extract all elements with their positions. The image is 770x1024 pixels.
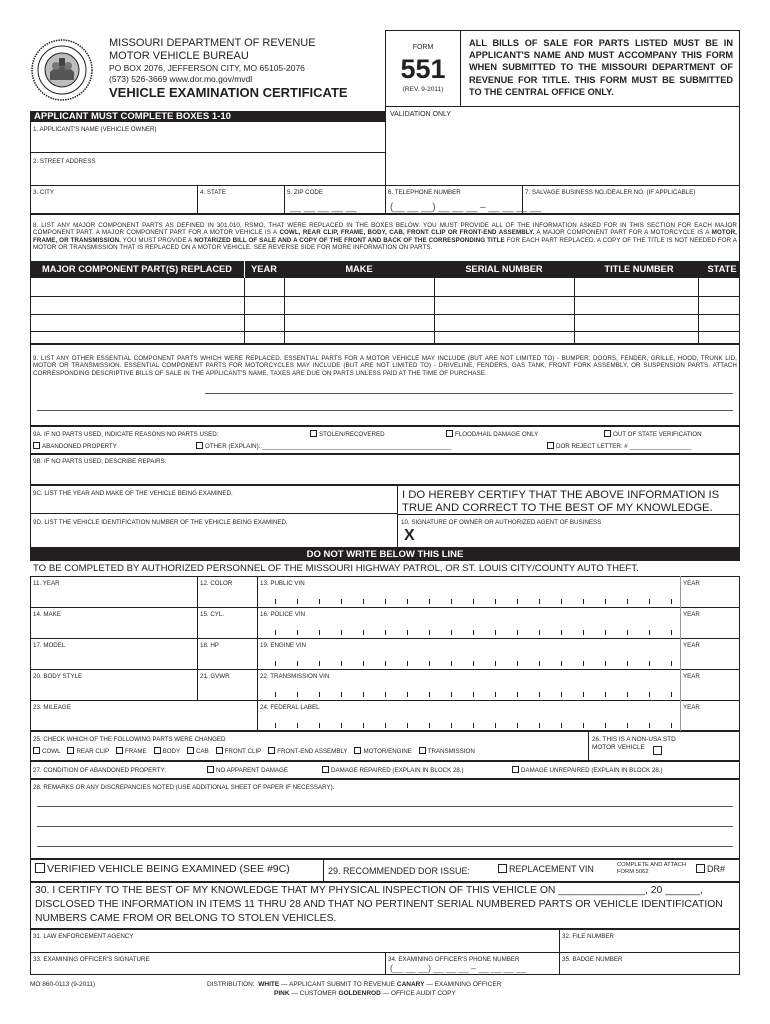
col-year: YEAR [251,264,277,274]
phone-label: 6. TELEPHONE NUMBER [388,189,461,196]
no-damage-checkbox[interactable]: NO APPARENT DAMAGE [207,766,288,774]
non-usa-std-label: 26. THIS IS A NON-USA STD MOTOR VEHICLE [592,736,676,751]
badge-number-field[interactable] [560,963,739,974]
model-label: 17. MODEL [33,642,66,649]
cyl-label: 15. CYL. [200,611,225,618]
cowl-checkbox[interactable]: COWL [33,748,61,755]
remarks-line[interactable] [37,846,733,847]
reject-letter-checkbox[interactable]: DOR REJECT LETTER: # __________________ [547,442,691,450]
col-make: MAKE [345,264,373,274]
section-8-text: 8. LIST ANY MAJOR COMPONENT PARTS AS DEFINED IN 301.010, RSMO, THAT WERE REPLACED IN THE BOXES BELOW. YOU MUST PROVIDE ALL OF THE INFORMATION ASKED FOR IN THIS SECTION FOR EACH MAJOR COMPONENT PART. A MAJOR COMPONENT PART FOR A MOTOR VEHICLE IS A COWL, REAR CLIP, FRAME, BODY, CAB, FRONT CLIP OR FRONT-END ASSEMBLY. A MAJOR COMPONENT PART FOR A MOTORCYCLE IS A MOTOR, FRAME, OR TRANSMISSION. YOU MUST PROVIDE A NOTARIZED BILL OF SALE AND A COPY OF THE FRONT AND BACK OF THE CORRESPONDING TITLE FOR EACH PART REPLACED. A COPY OF THE TITLE IS NOT NEEDED FOR A MOTOR OR TRANSMISSION THAT IS REPLACED ON A MOTOR VEHICLE. SEE REVERSE SIDE FOR MORE INFORMATION ON PARTS. [33,222,737,252]
section-28 [30,779,740,859]
federal-label-field[interactable] [275,721,675,728]
applicant-name-field[interactable] [31,134,384,152]
year-suffix-label: YEAR [683,673,700,680]
zip-label: 5. ZIP CODE [287,189,323,196]
file-number-field[interactable] [560,940,739,952]
state-field[interactable] [198,198,283,213]
remarks-line[interactable] [37,806,733,807]
applicant-bar-label: APPLICANT MUST COMPLETE BOXES 1-10 [34,111,231,122]
abandoned-condition-label: 27. CONDITION OF ABANDONED PROPERTY: [33,767,166,774]
9c-field[interactable] [31,498,397,513]
body-style-label: 20. BODY STYLE [33,673,83,680]
hp-label: 18. HP [200,642,219,649]
form-number: 551 [400,54,446,84]
remarks-label: 28. REMARKS OR ANY DISCREPANCIES NOTED (USE ADDITIONAL SHEET OF PAPER IF NECESSARY). [33,784,335,791]
front-end-assembly-checkbox[interactable]: FRONT-END ASSEMBLY [268,748,347,755]
checkbox-icon [547,442,554,449]
city-field[interactable] [31,198,196,213]
checkbox-icon [604,430,611,437]
year-suffix-label: YEAR [683,642,700,649]
9b-field[interactable] [31,466,739,484]
police-vin-field[interactable] [275,628,675,635]
out-of-state-checkbox[interactable]: OUT OF STATE VERIFICATION [604,430,702,438]
9c-label: 9C. LIST THE YEAR AND MAKE OF THE VEHICLE BEING EXAMINED. [33,490,233,497]
file-number-label: 32. FILE NUMBER [562,933,614,940]
signature-label: 10. SIGNATURE OF OWNER OR AUTHORIZED AGENT OF BUSINESS [401,519,602,526]
abandoned-checkbox[interactable]: ABANDONED PROPERTY [33,442,117,450]
notice-box [460,30,740,107]
form-number-box [385,30,461,107]
badge-number-label: 35. BADGE NUMBER [562,956,623,963]
gvwr-label: 21. GVWR [200,673,230,680]
public-vin-field[interactable] [275,597,675,604]
checkbox-icon [446,430,453,437]
public-vin-label: 13. PUBLIC VIN [260,580,305,587]
dept-name: MISSOURI DEPARTMENT OF REVENUE [109,37,316,49]
col-state: STATE [707,264,737,274]
agency-field[interactable] [31,940,558,952]
checkbox-icon [33,442,40,449]
address: PO BOX 2076, JEFFERSON CITY, MO 65105-2076 [109,63,305,73]
9b-label: 9B. IF NO PARTS USED, DESCRIBE REPAIRS: [33,458,167,465]
transmission-vin-label: 22. TRANSMISSION VIN [260,673,330,680]
federal-label-label: 24. FEDERAL LABEL [260,704,320,711]
officer-phone-label: 34. EXAMINING OFFICER'S PHONE NUMBER [388,956,520,963]
parts-changed-label: 25. CHECK WHICH OF THE FOLLOWING PARTS WERE CHANGED [33,736,226,743]
transmission-checkbox[interactable]: TRANSMISSION [419,748,475,755]
revision: (REV. 9-2011) [402,86,444,93]
color-label: 12. COLOR [200,580,233,587]
attach-form-label: COMPLETE AND ATTACH FORM 5062 [617,862,687,875]
parts-changed-options [33,747,475,755]
9d-field[interactable] [31,527,397,547]
mileage-label: 23. MILEAGE [33,704,71,711]
officer-phone-field[interactable]: (__ __ __) __ __ __ – __ __ __ __ [390,963,527,973]
do-not-write-label: DO NOT WRITE BELOW THIS LINE [306,549,464,560]
transmission-vin-field[interactable] [275,690,675,697]
year-suffix-label: YEAR [683,704,700,711]
damage-repaired-checkbox[interactable]: DAMAGE REPAIRED (EXPLAIN IN BLOCK 28.) [322,766,464,774]
parts-row[interactable] [31,315,739,331]
zip-field[interactable]: __ __ __ __ __ [290,202,357,213]
officer-signature-field[interactable] [31,963,384,974]
verified-vehicle-checkbox[interactable]: VERIFIED VEHICLE BEING EXAMINED (SEE #9C) [35,863,290,876]
motor-engine-checkbox[interactable]: MOTOR/ENGINE [354,748,411,755]
section-9-line[interactable] [37,410,733,411]
9d-label: 9D. LIST THE VEHICLE IDENTIFICATION NUMBER OF THE VEHICLE BEING EXAMINED. [33,519,288,526]
cab-checkbox[interactable]: CAB [187,748,209,755]
replacement-vin-checkbox[interactable]: REPLACEMENT VIN [498,864,594,875]
certification-text: I DO HEREBY CERTIFY THAT THE ABOVE INFORMATION IS TRUE AND CORRECT TO THE BEST OF MY KNOWLEDGE. [402,489,720,514]
dr-checkbox[interactable]: DR# [696,864,725,875]
9a-label: 9A. IF NO PARTS USED, INDICATE REASONS NO PARTS USED: [33,431,219,438]
recommended-issue-label: 29. RECOMMENDED DOR ISSUE: [328,866,471,876]
bureau-name: MOTOR VEHICLE BUREAU [109,50,249,62]
remarks-line[interactable] [37,826,733,827]
validation-label: VALIDATION ONLY [390,111,452,118]
body-checkbox[interactable]: BODY [154,748,181,755]
flood-checkbox[interactable]: FLOOD/HAIL DAMAGE ONLY [446,430,538,438]
col-part: MAJOR COMPONENT PART(S) REPLACED [42,264,232,274]
notice-text: ALL BILLS OF SALE FOR PARTS LISTED MUST BE IN APPLICANT'S NAME AND MUST ACCOMPANY THIS FORM WHEN SUBMITTED TO THE MISSOURI DEPARTMENT OF REVENUE FOR TITLE. THIS FORM MUST BE SUBMITTED TO THE CENTRAL OFFICE ONLY. [469,38,733,97]
non-usa-std-checkbox[interactable] [653,746,662,755]
form-label: FORM [412,44,434,51]
street-address-field[interactable] [31,166,384,185]
applicant-bar [30,111,385,122]
other-checkbox[interactable]: OTHER (EXPLAIN): _______________________________________________________ [196,442,451,450]
form-title: VEHICLE EXAMINATION CERTIFICATE [109,85,348,100]
applicant-name-label: 1. APPLICANT'S NAME (VEHICLE OWNER) [33,126,157,133]
year-suffix-label: YEAR [683,580,700,587]
damage-unrepaired-checkbox[interactable]: DAMAGE UNREPAIRED (EXPLAIN IN BLOCK 28.) [512,766,663,774]
parts-row[interactable] [31,279,739,296]
parts-row[interactable] [31,297,739,314]
contact: (573) 526-3669 www.dor.mo.gov/mvdl [109,74,253,84]
checkbox-icon [196,442,203,449]
dealer-number-label: 7. SALVAGE BUSINESS NO./DEALER NO. (IF APPLICABLE) [525,189,696,196]
street-address-label: 2. STREET ADDRESS [33,158,96,165]
frame-checkbox[interactable]: FRAME [116,748,147,755]
do-not-write-bar [30,548,740,561]
state-label: 4. STATE [200,189,226,196]
validation-box [385,106,740,186]
parts-row[interactable] [31,332,739,343]
officer-signature-label: 33. EXAMINING OFFICER'S SIGNATURE [33,956,150,963]
distribution-line-2: PINK — CUSTOMER GOLDENROD — OFFICE AUDIT COPY [274,990,456,997]
phone-field[interactable]: (__ __ __) __ __ __ – __ __ __ __ [390,202,542,213]
year-suffix-label: YEAR [683,611,700,618]
section-9-line[interactable] [205,393,733,394]
col-title: TITLE NUMBER [604,264,674,274]
front-clip-checkbox[interactable]: FRONT CLIP [216,748,262,755]
police-vin-label: 16. POLICE VIN [260,611,306,618]
checkbox-icon [310,430,317,437]
official-heading: TO BE COMPLETED BY AUTHORIZED PERSONNEL OF THE MISSOURI HIGHWAY PATROL, OR ST. LOUIS CITY/COUNTY AUTO THEFT. [33,563,639,574]
make-label: 14. MAKE [33,611,61,618]
officer-certification: 30. I CERTIFY TO THE BEST OF MY KNOWLEDGE THAT MY PHYSICAL INSPECTION OF THIS VEHICLE ON _______________, 20 ______, DISCLOSED THE INFORMATION IN ITEMS 11 THRU 28 AND THAT NO PERTINENT SERIAL NUMBERED PARTS OR VEHICLE IDENTIFICATION NUMBERS CAME FROM OR BELONG TO STOLEN VEHICLES. [35,885,723,924]
section-9-text: 9. LIST ANY OTHER ESSENTIAL COMPONENT PARTS WHICH WERE REPLACED. ESSENTIAL PARTS FOR A MOTOR VEHICLE MAY INCLUDE (BUT ARE NOT LIMITED TO) - BUMPER, DOORS, FENDER, GRILLE, HOOD, TRUNK LID, MOTOR OR TRANSMISSION. ESSENTIAL COMPONENT PARTS FOR MOTORCYCLES MAY INCLUDE (BUT ARE NOT LIMITED TO) - DRIVELINE, FENDERS, GAS TANK, FRONT FORK ASSEMBLY, OR SUSPENSION PARTS. ATTACH CORRESPONDING DESCRIPTIVE BILLS OF SALE IN THE APPLICANT'S NAME. TAXES ARE DUE ON PARTS UNLESS PAID AT THE TIME OF PURCHASE. [33,355,737,377]
agency-label: 31. LAW ENFORCEMENT AGENCY [33,933,134,940]
signature-field[interactable] [420,528,738,546]
city-label: 3. CITY [33,189,54,196]
state-seal [30,38,94,102]
stolen-checkbox[interactable]: STOLEN/RECOVERED [310,430,385,438]
engine-vin-label: 19. ENGINE VIN [260,642,307,649]
col-serial: SERIAL NUMBER [465,264,543,274]
distribution-line-1: DISTRIBUTION: WHITE — APPLICANT SUBMIT TO REVENUE CANARY — EXAMINING OFFICER [207,981,502,988]
form-code: MO 860-0113 (9-2011) [30,981,96,988]
dealer-number-field[interactable] [523,198,739,213]
signature-x: X [404,527,415,544]
year-label: 11. YEAR [33,580,60,587]
rear-clip-checkbox[interactable]: REAR CLIP [67,748,109,755]
engine-vin-field[interactable] [275,659,675,666]
